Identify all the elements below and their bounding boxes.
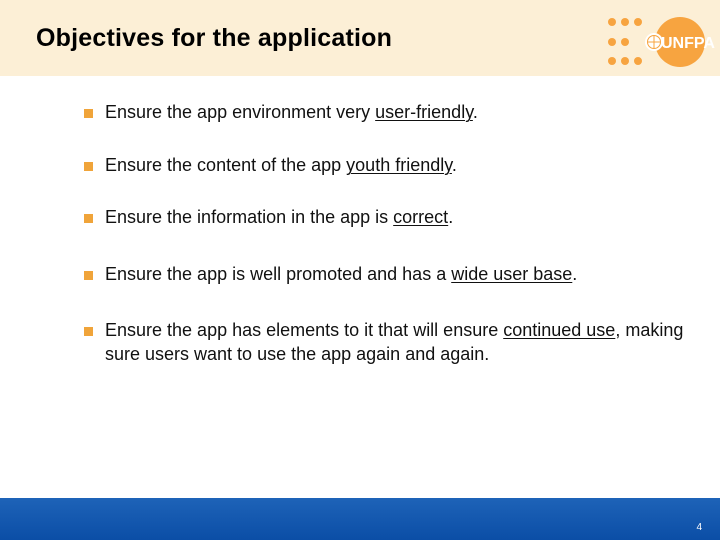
logo-dots-icon [608, 18, 642, 65]
bullet-item [84, 205, 453, 229]
bullet-item [84, 318, 705, 366]
bullet-emphasis: correct [393, 207, 449, 227]
bullet-item [84, 100, 478, 124]
slide-footer [0, 498, 720, 540]
bullet-text-end: . [448, 207, 454, 227]
slide-title: Objectives for the application [36, 24, 393, 52]
bullet-item [84, 153, 457, 177]
bullet-emphasis: youth friendly [346, 155, 452, 175]
logo-text: UNFPA [661, 35, 715, 52]
bullet-item [84, 262, 577, 286]
bullet-square-icon [84, 271, 93, 280]
bullet-emphasis: wide user base [451, 264, 573, 284]
bullet-square-icon [84, 214, 93, 223]
bullet-text: Ensure the information in the app is [105, 207, 394, 227]
bullet-text-end: , making sure users want to use the app again and again. [105, 320, 684, 364]
bullet-emphasis: user-friendly [375, 102, 473, 122]
slide-header [0, 0, 720, 76]
bullet-square-icon [84, 162, 93, 171]
bullet-text: Ensure the content of the app [105, 155, 347, 175]
bullet-square-icon [84, 327, 93, 336]
bullet-text: Ensure the app has elements to it that will ensure [105, 320, 504, 340]
page-number: 4 [696, 522, 702, 533]
bullet-text: Ensure the app is well promoted and has a [105, 264, 452, 284]
bullet-square-icon [84, 109, 93, 118]
bullet-text-end: . [451, 155, 457, 175]
bullet-text: Ensure the app environment very [105, 102, 376, 122]
bullet-text-end: . [572, 264, 578, 284]
bullet-text-end: . [472, 102, 478, 122]
bullet-emphasis: continued use [503, 320, 616, 340]
unfpa-logo [604, 14, 716, 68]
